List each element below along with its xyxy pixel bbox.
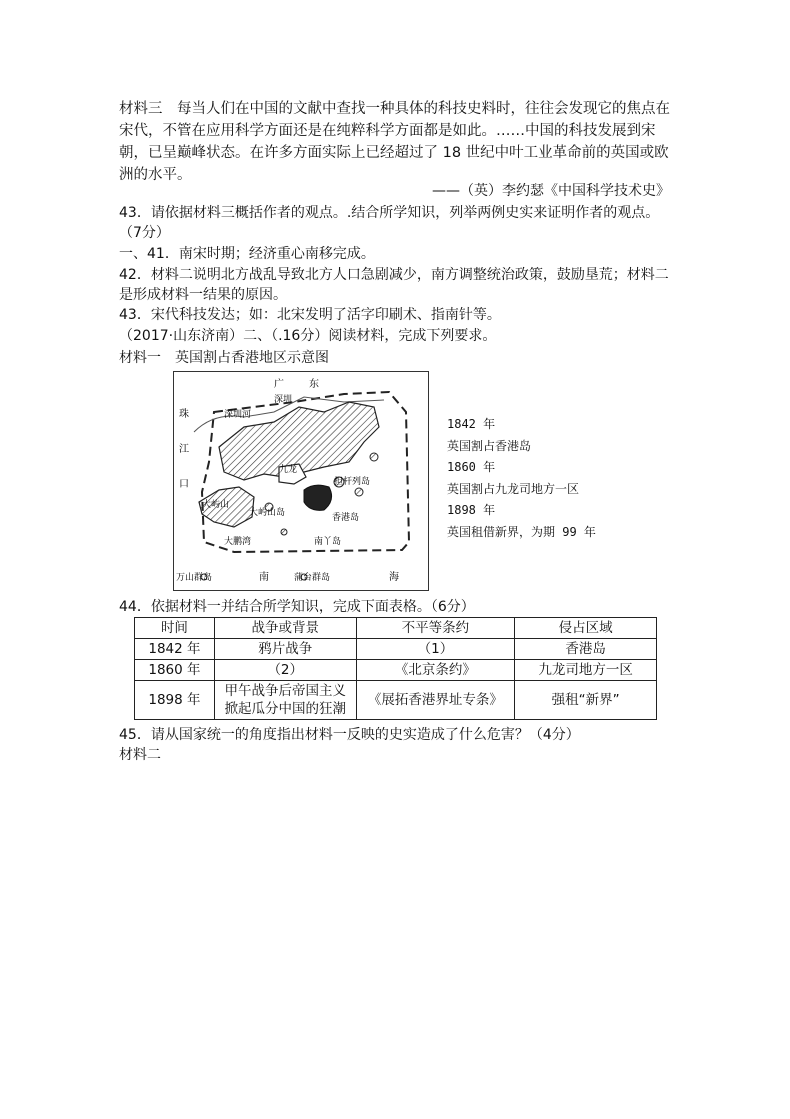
material3-source: ——（英）李约瑟《中国科学技术史》 bbox=[432, 183, 670, 199]
small-island bbox=[370, 453, 378, 461]
legend-event-1842: 英国割占香港岛 bbox=[447, 438, 532, 453]
legend-event-1860: 英国割占九龙司地方一区 bbox=[447, 481, 580, 496]
map-label-wanshanqundao: 万山群岛 bbox=[176, 572, 213, 582]
table-row bbox=[135, 681, 657, 720]
table-header-cell: 不平等条约 bbox=[356, 618, 515, 639]
map-label-dongpingzhou: 担杆列岛 bbox=[334, 476, 371, 486]
table-cell: 九龙司地方一区 bbox=[515, 660, 657, 681]
table-cell: 《展拓香港界址专条》 bbox=[356, 681, 515, 720]
map-label-dong: 东 bbox=[309, 379, 319, 390]
map-legend bbox=[447, 414, 596, 543]
map-label-jiulong: 九龙 bbox=[279, 464, 298, 474]
map-label-shenzhenhe: 深圳河 bbox=[224, 409, 252, 419]
table-cell-line: 掀起瓜分中国的狂潮 bbox=[224, 701, 346, 717]
question-45: 45．请从国家统一的角度指出材料一反映的史实造成了什么危害？（4分） bbox=[119, 727, 580, 743]
map-label-zhu: 珠 bbox=[179, 409, 189, 420]
table-cell: 1860 年 bbox=[135, 660, 215, 681]
hong-kong-island-area bbox=[304, 485, 332, 510]
material3-paragraph: 材料三 每当人们在中国的文献中查找一种具体的科技史料时，往往会发现它的焦点在宋代，不管在应用科学方面还是在纯粹科学方面都是如此。……中国的科技发展到宋朝，已呈巅峰状态。在许多方面实际上已经超过了 18 世纪中叶工业革命前的英国或欧洲的水平。 bbox=[119, 101, 670, 183]
answer-43: 43．宋代科技发达；如：北宋发明了活字印刷术、指南针等。 bbox=[119, 307, 501, 323]
table-row bbox=[135, 639, 657, 660]
map-label-guang: 广 bbox=[274, 379, 284, 390]
table-cell: 1898 年 bbox=[135, 681, 215, 720]
map-label-dayushan: 大屿山 bbox=[202, 499, 230, 509]
map-label-xianggangdao: 香港岛 bbox=[332, 512, 360, 522]
table-cell: 香港岛 bbox=[515, 639, 657, 660]
question-44: 44．依据材料一并结合所学知识，完成下面表格。（6分） bbox=[119, 599, 475, 615]
table-cell: （1） bbox=[356, 639, 515, 660]
table-header-row bbox=[135, 618, 657, 639]
legend-year-1860: 1860 年 bbox=[447, 460, 496, 474]
answer-41: 一、41．南宋时期；经济重心南移完成。 bbox=[119, 246, 375, 262]
answer-42-line2: 是形成材料一结果的原因。 bbox=[119, 287, 287, 303]
map-label-nan: 南 bbox=[259, 572, 269, 583]
map-label-hai: 海 bbox=[389, 572, 399, 583]
map-label-dayuwan: 大鹏湾 bbox=[224, 536, 252, 546]
legend-event-1898: 英国租借新界，为期 99 年 bbox=[447, 524, 596, 539]
map-label-xinliezhou: 蒲台群岛 bbox=[294, 572, 331, 582]
material1-title: 材料一 英国割占香港地区示意图 bbox=[119, 350, 329, 366]
map-label-yaozhouqundao: 大屿山岛 bbox=[249, 507, 286, 517]
table-cell-line: 甲午战争后帝国主义 bbox=[224, 683, 346, 699]
table-cell: 《北京条约》 bbox=[356, 660, 515, 681]
question-43-line2: （7分） bbox=[119, 225, 170, 241]
table-cell-multiline bbox=[214, 681, 356, 720]
map-label-nanyadao: 南丫岛 bbox=[314, 536, 342, 546]
map-label-kou: 口 bbox=[179, 479, 189, 490]
question-43-line1: 43．请依据材料三概括作者的观点。.结合所学知识，列举两例史实来证明作者的观点。 bbox=[119, 205, 660, 221]
treaty-table bbox=[134, 617, 657, 720]
material2-title: 材料二 bbox=[119, 747, 161, 763]
table-cell: 鸦片战争 bbox=[214, 639, 356, 660]
hong-kong-map bbox=[173, 371, 429, 591]
section2-intro: （2017·山东济南）二、（.16分）阅读材料，完成下列要求。 bbox=[119, 328, 497, 344]
table-cell: 强租“新界” bbox=[515, 681, 657, 720]
table-header-cell: 战争或背景 bbox=[214, 618, 356, 639]
table-header-cell: 侵占区域 bbox=[515, 618, 657, 639]
answer-42-line1: 42．材料二说明北方战乱导致北方人口急剧减少，南方调整统治政策，鼓励垦荒；材料二 bbox=[119, 267, 669, 283]
small-island bbox=[281, 529, 287, 535]
hong-kong-map-drawing bbox=[174, 372, 428, 590]
table-header-cell: 时间 bbox=[135, 618, 215, 639]
map-label-shenzhen: 深圳 bbox=[274, 394, 293, 404]
legend-year-1842: 1842 年 bbox=[447, 417, 496, 431]
table-cell: 1842 年 bbox=[135, 639, 215, 660]
small-island bbox=[355, 488, 363, 496]
table-row bbox=[135, 660, 657, 681]
legend-year-1898: 1898 年 bbox=[447, 503, 496, 517]
table-cell: （2） bbox=[214, 660, 356, 681]
map-label-jiang: 江 bbox=[179, 444, 189, 455]
